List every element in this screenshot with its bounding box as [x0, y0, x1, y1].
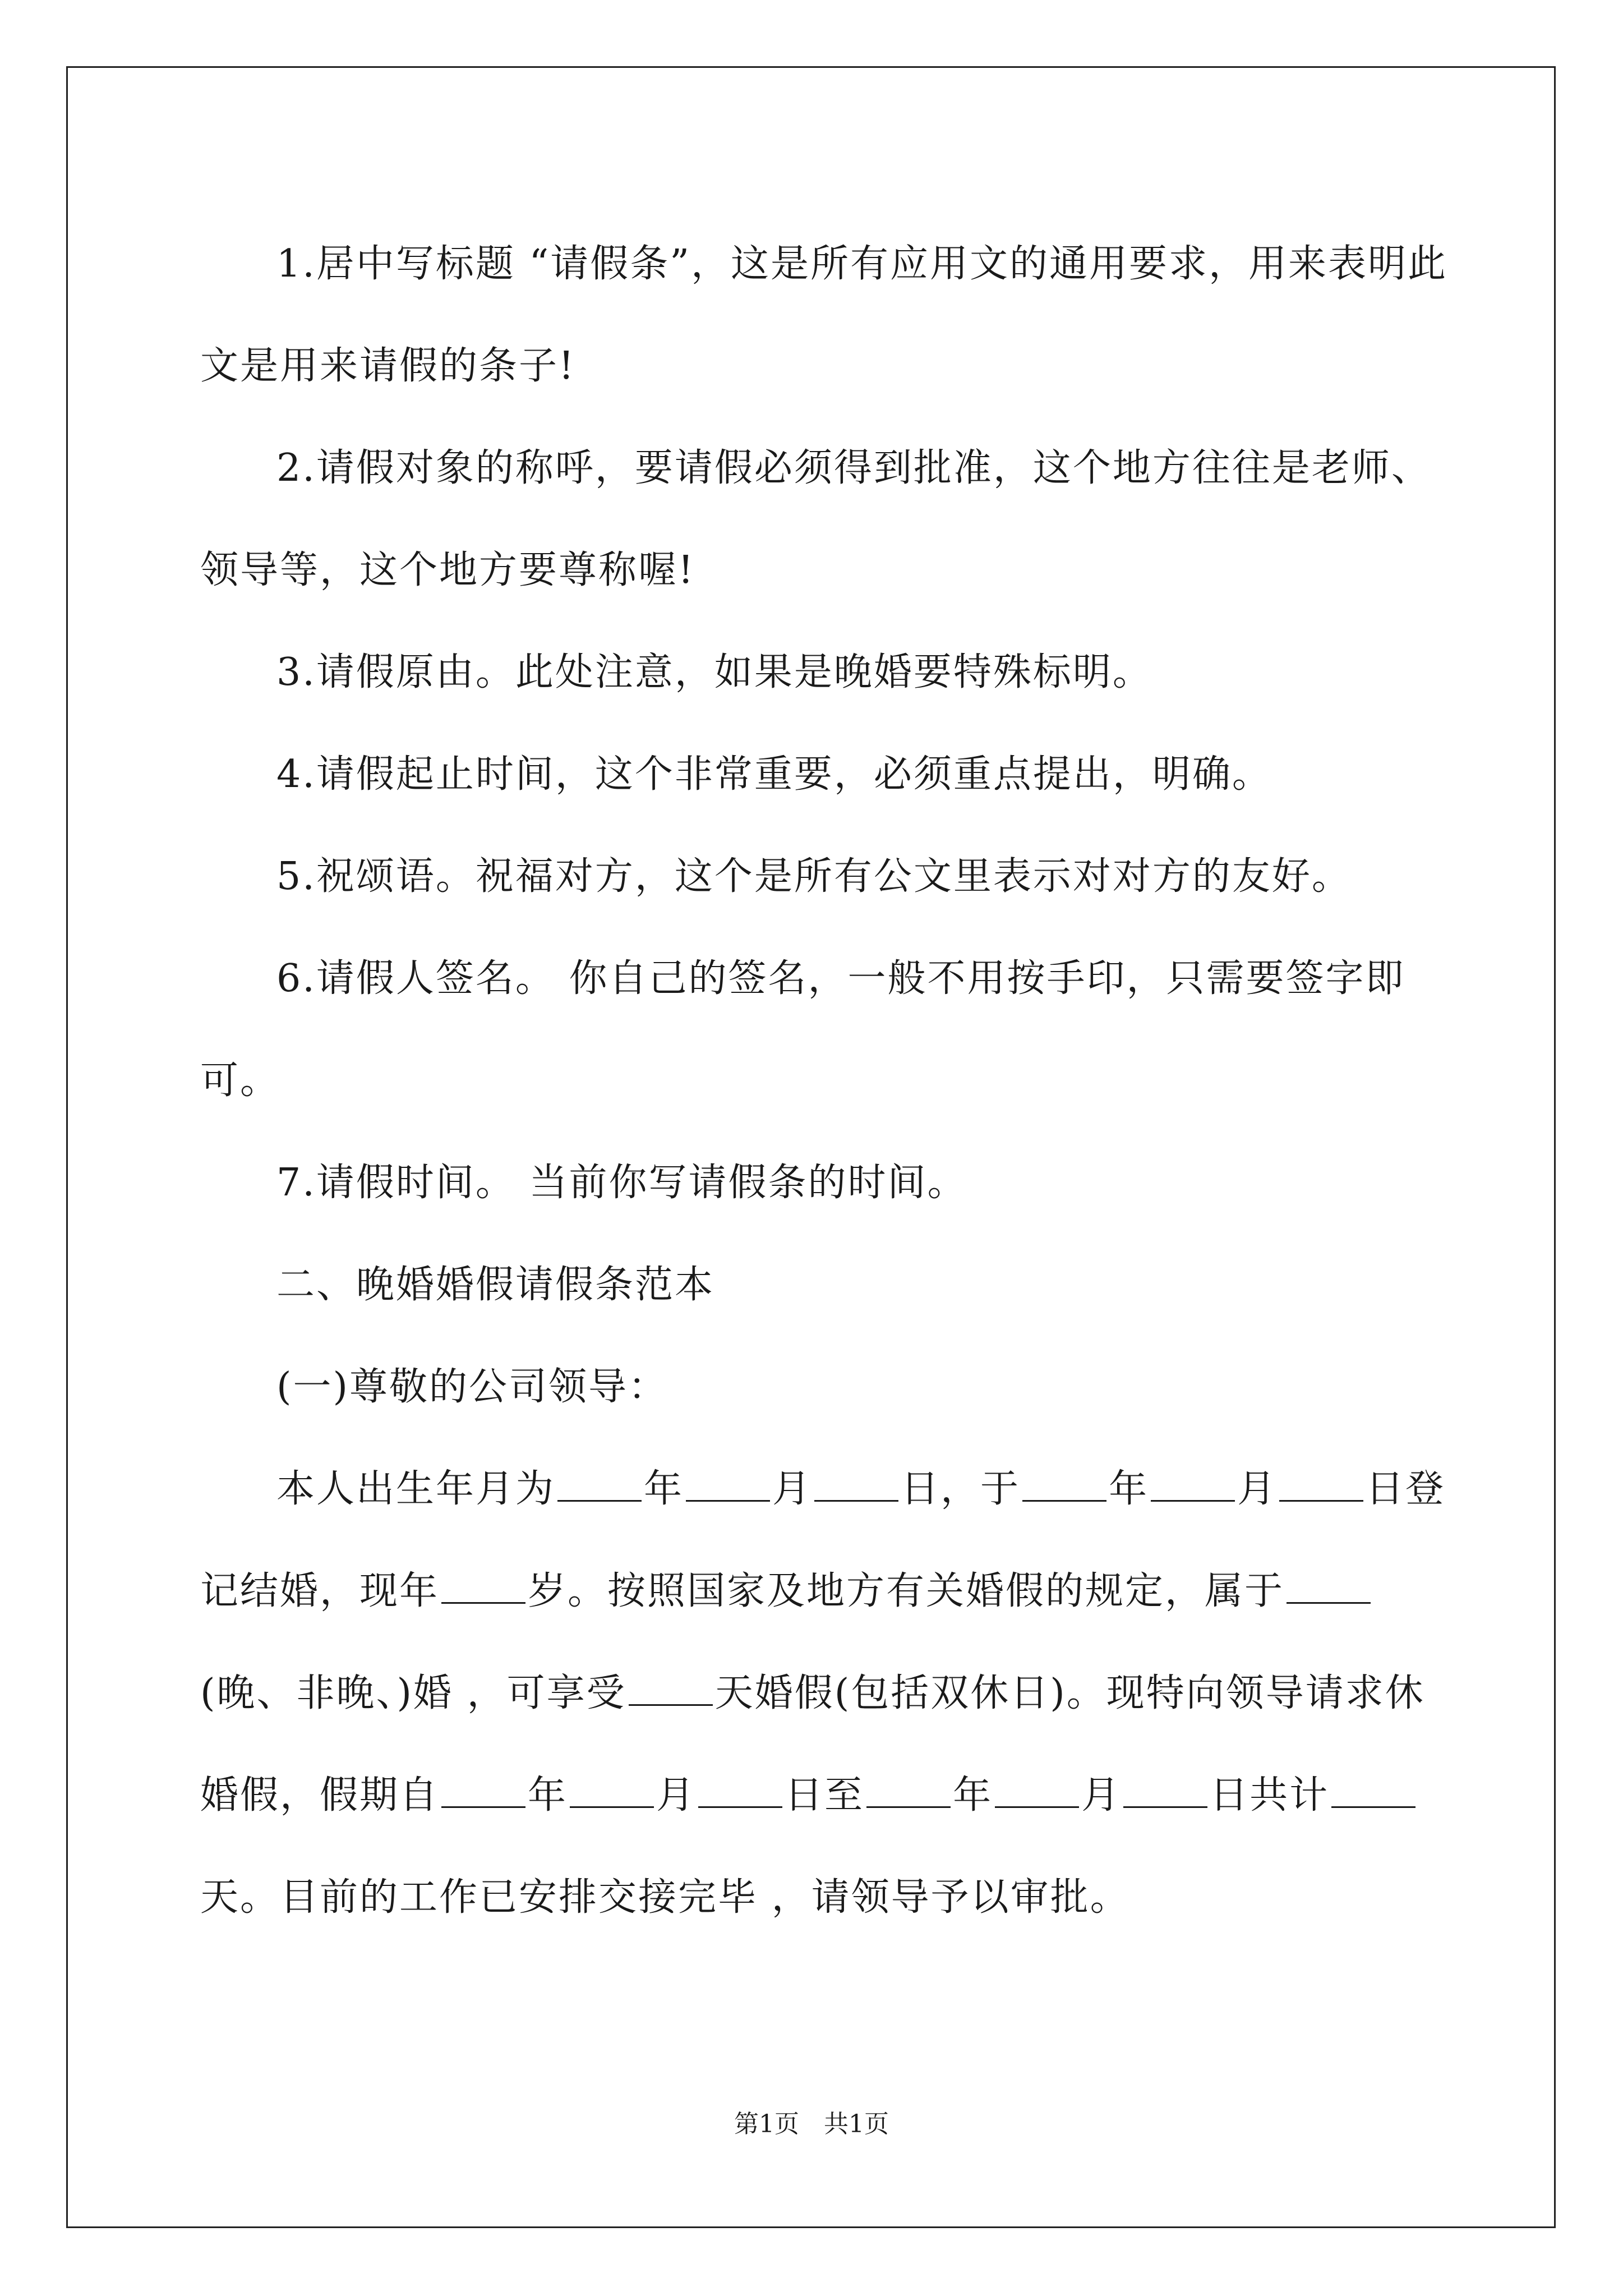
letter-text: 年 [644, 1467, 684, 1511]
letter-body [200, 1438, 1456, 1949]
document-body [200, 213, 1456, 1949]
blank-field[interactable] [1331, 1773, 1415, 1808]
letter-text: 日至 [785, 1773, 865, 1818]
letter-text: (晚、非晚、)婚 ，可享受 [200, 1671, 626, 1715]
letter-text: 年 [953, 1773, 993, 1818]
blank-field[interactable] [814, 1466, 898, 1502]
list-item-5: 5.祝颂语。祝福对方，这个是所有公文里表示对对方的友好。 [276, 854, 1352, 899]
letter-text: 日共计 [1210, 1773, 1330, 1818]
blank-field[interactable] [570, 1773, 654, 1808]
section-title: 二、晚婚婚假请假条范本 [276, 1263, 715, 1307]
blank-field[interactable] [441, 1568, 525, 1604]
blank-field[interactable] [698, 1773, 782, 1808]
blank-field[interactable] [866, 1773, 951, 1808]
blank-field[interactable] [441, 1773, 525, 1808]
blank-field[interactable] [686, 1466, 770, 1502]
letter-text: 年 [528, 1773, 568, 1818]
salutation: (一)尊敬的公司领导： [276, 1365, 668, 1409]
letter-text: 岁。按照国家及地方有关婚假的规定，属于 [528, 1569, 1285, 1613]
letter-text: 日登记结婚，现年 [200, 1467, 1446, 1613]
blank-field[interactable] [629, 1671, 713, 1706]
letter-text: 天婚假(包括双休日)。现特向领导请求休婚假，假期自 [200, 1671, 1425, 1818]
list-item-1: 1.居中写标题 “请假条”，这是所有应用文的通用要求，用来表明此文是用来请假的条子! [200, 242, 1448, 388]
list-item-7: 7.请假时间。 当前你写请假条的时间。 [276, 1161, 967, 1205]
letter-text: 月 [772, 1467, 813, 1511]
list-item-2: 2.请假对象的称呼，要请假必须得到批准，这个地方往往是老师、领导等，这个地方要尊称喔! [200, 446, 1431, 592]
letter-text: 月 [1237, 1467, 1278, 1511]
blank-field[interactable] [1287, 1568, 1371, 1604]
letter-text: 月 [1081, 1773, 1122, 1818]
blank-field[interactable] [557, 1466, 642, 1502]
list-item-3: 3.请假原由。此处注意，如果是晚婚要特殊标明。 [276, 650, 1152, 694]
list-item-4: 4.请假起止时间，这个非常重要，必须重点提出，明确。 [276, 752, 1272, 797]
letter-text: 月 [656, 1773, 697, 1818]
list-item-6: 6.请假人签名。 你自己的签名，一般不用按手印，只需要签字即可。 [200, 956, 1405, 1103]
blank-field[interactable] [1123, 1773, 1207, 1808]
blank-field[interactable] [1022, 1466, 1106, 1502]
letter-text: 日，于 [901, 1467, 1021, 1511]
blank-field[interactable] [1279, 1466, 1363, 1502]
blank-field[interactable] [1151, 1466, 1235, 1502]
page-footer: 第1页 共1页 [734, 2110, 889, 2138]
letter-text: 年 [1109, 1467, 1149, 1511]
letter-text: 天。目前的工作已安排交接完毕 ，请领导予以审批。 [200, 1875, 1130, 1920]
letter-text: 本人出生年月为 [276, 1467, 556, 1511]
blank-field[interactable] [995, 1773, 1079, 1808]
